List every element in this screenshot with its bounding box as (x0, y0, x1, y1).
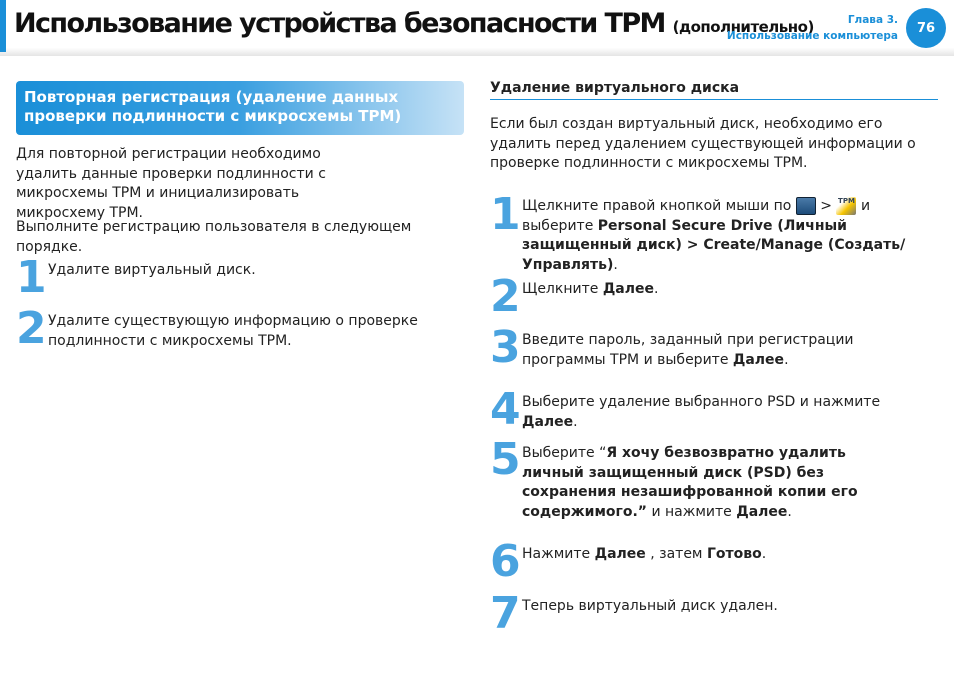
step-text: Удалите виртуальный диск. (48, 262, 256, 278)
tray-icon (796, 197, 816, 215)
paragraph: Если был создан виртуальный диск, необходимо его удалить перед удалением существующей информации о проверке подлинности с микросхемы TPM. (490, 116, 916, 171)
step-text: Нажмите Далее , затем Готово. (522, 546, 767, 562)
step-text: Выберите удаление выбранного PSD и нажмите Далее. (522, 394, 881, 430)
step-number: 1 (490, 189, 521, 240)
step-text: Теперь виртуальный диск удален. (522, 598, 778, 614)
paragraph: Выполните регистрацию пользователя в следующем порядке. (16, 219, 412, 255)
step-number: 5 (490, 434, 521, 485)
title-text: Использование устройства безопасности TPM (14, 8, 665, 39)
chapter-label (727, 12, 898, 44)
chapter-name: Использование компьютера (726, 30, 898, 42)
step-text: Щелкните Далее. (522, 281, 659, 297)
step-text: Удалите существующую информацию о проверке подлинности с микросхемы TPM. (48, 313, 418, 349)
step-text: Выберите “Я хочу безвозвратно удалить личный защищенный диск (PSD) без сохранения незашифрованной копии его содержимого.” и нажмите Далее. (522, 445, 858, 520)
step-text: Введите пароль, заданный при регистрации программы TPM и выберите Далее. (522, 332, 854, 368)
page-title (14, 8, 814, 39)
page-number: 76 (906, 8, 946, 48)
section-title: Повторная регистрация (удаление данных проверки подлинности с микросхемы TPM) (16, 81, 464, 135)
step-number: 6 (490, 536, 521, 587)
step-number: 4 (490, 384, 521, 435)
step-number: 7 (490, 588, 521, 639)
tpm-icon: TPM (836, 197, 856, 215)
step-number: 2 (16, 303, 47, 354)
title-suffix: (дополнительно) (672, 18, 814, 36)
accent-bar (0, 0, 6, 52)
step-number: 1 (16, 252, 47, 303)
subsection-title: Удаление виртуального диска (490, 80, 938, 100)
paragraph: Для повторной регистрации необходимо удалить данные проверки подлинности с микросхемы TPM и инициализировать микросхему TPM. (16, 146, 326, 221)
step-number: 3 (490, 322, 521, 373)
step-number: 2 (490, 271, 521, 322)
chapter-number: Глава 3. (847, 14, 898, 26)
step-text: Щелкните правой кнопкой мыши по > TPM и выберите Personal Secure Drive (Личный защищенный диск) > Create/Manage (Создать/Управлять). (522, 197, 906, 273)
